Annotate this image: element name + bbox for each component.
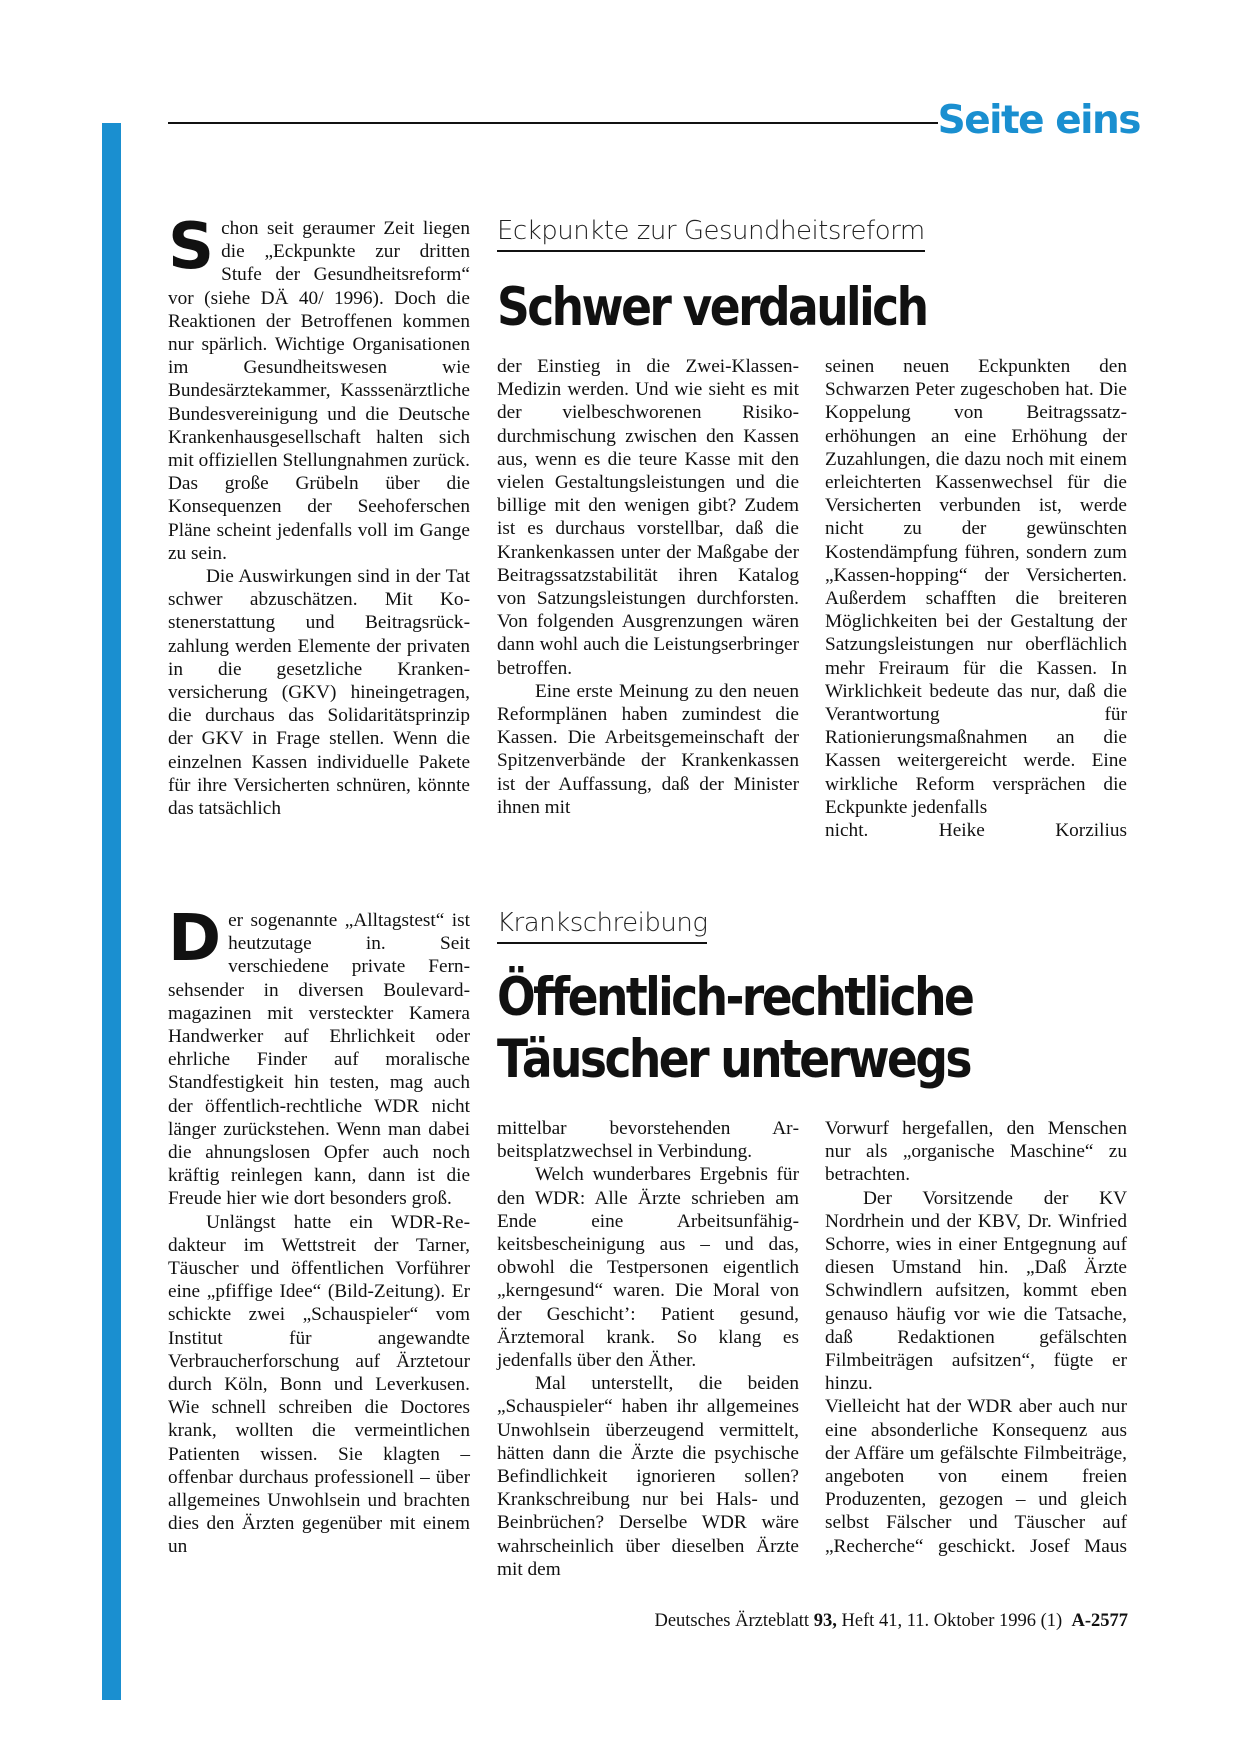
article1-column-3 bbox=[825, 355, 1127, 842]
article2-dropcap: D bbox=[168, 902, 221, 976]
article2-author: Josef Maus bbox=[1030, 1535, 1128, 1557]
article1-paragraph: der Einstieg in die Zwei-Klassen-Medizin werden. Und wie sieht es mit der vielbeschworenen Risikodurchmischung zwischen den Kassen aus, wenn es die teure Kasse mit den vielen Gestaltungsleistungen und die billige mit den wenigen gibt? Zudem ist es durchaus vorstellbar, daß die Krankenkassen unter der Maßgabe der Beitragssatzstabilität ihren Katalog von Satzungsleistungen durchforsten. Von folgenden Ausgrenzungen wären dann wohl auch die Leistungserbringer betroffen. bbox=[497, 356, 799, 679]
article1-headline: Schwer verdaulich bbox=[497, 277, 927, 338]
article2-paragraph: Mal unterstellt, die beiden „Schauspieler“ haben ihr allgemeines Unwohlsein überzeugend vermittelt, hätten dann die Ärzte die psychische Befindlichkeit ignorieren sollen? Krankschreibung nur bei Hals- und Beinbrüchen? Derselbe WDR wäre wahrscheinlich über dieselben Ärzte mit dem bbox=[497, 1373, 799, 1580]
article2-column-3 bbox=[825, 1117, 1127, 1558]
article2-kicker: Krankschreibung bbox=[497, 906, 707, 944]
header-rule bbox=[168, 122, 938, 124]
article2-paragraph: Unlängst hatte ein WDR-Redakteur im Wettstreit der Tarner, Täuscher und öffentlichen Vorführer eine „pfiffige Idee“ (Bild-Zeitung). Er schickte zwei „Schauspieler“ vom Institut für angewandte Verbraucherforschung auf Ärztetour durch Köln, Bonn und Leverkusen. Wie schnell schreiben die Doctores krank, wollten die vermeintlichen Patienten wissen. Sie klagten – offenbar durchaus professionell – über allgemeines Unwohlsein und brachten dies den Ärzten gegenüber mit einem un bbox=[168, 1211, 470, 1558]
article2-last-text: Vielleicht hat der WDR aber auch nur eine absonderliche Konsequenz aus der Affäre um gefälschte Filmbeiträge, angeboten von einem freien Produzenten, gezogen – und gleich selbst Fälscher und Täuscher auf „Recherche“ geschickt. bbox=[825, 1396, 1127, 1557]
article1-author: Heike Korzilius bbox=[938, 820, 1127, 842]
article1-dropcap: S bbox=[168, 210, 214, 284]
article2-paragraph: Vorwurf hergefallen, den Menschen nur als „organische Maschine“ zu betrachten. bbox=[825, 1118, 1127, 1186]
article2-headline-line2: Täuscher unterwegs bbox=[497, 1029, 970, 1090]
article2-paragraph: Welch wunderbares Ergebnis für den WDR: Alle Ärzte schrieben am Ende eine Arbeitsunfähigkeitsbescheinigung aus – und das, obwohl die Testpersonen eigentlich „kerngesund“ waren. Die Moral von der Geschicht’: Patient gesund, Ärztemoral krank. So klang es jedenfalls über den Äther. bbox=[497, 1164, 799, 1372]
article2-paragraph: Der Vorsitzende der KV Nordrhein und der KBV, Dr. Winfried Schorre, wies in einer Entgegnung auf diesen Umstand hin. „Daß Ärzte Schwindlern aufsitzen, kommt eben genauso häufig vor wie die Tatsache, daß Redaktionen gefälschten Filmbeiträgen aufsitzen“, fügte er hinzu. bbox=[825, 1187, 1127, 1395]
footer-page-number: A-2577 bbox=[1071, 1611, 1128, 1631]
article1-kicker: Eckpunkte zur Gesundheitsreform bbox=[497, 214, 925, 252]
article1-signature-line bbox=[825, 819, 1127, 842]
article2-column-1 bbox=[168, 902, 470, 1559]
article1-paragraph: seinen neuen Eckpunkten den Schwarzen Peter zugeschoben hat. Die Koppelung von Beitragssatzerhöhungen an eine Erhöhung der Zuzahlungen, die dazu noch mit einem erleichterten Kassenwechsel für die Versicherten verbunden ist, werde nicht zu der gewünschten Kostendämpfung führen, sondern zum „Kassen-hopping“ der Versicherten. Außerdem schafften die breiteren Möglichkeiten bei der Gestaltung der Satzungsleistungen nur oberflächlich mehr Freiraum für die Kassen. In Wirklichkeit bedeute das nur, daß die Verantwortung für Rationierungsmaßnahmen an die Kassen weitergereicht werde. Eine wirkliche Reform versprächen die Eckpunkte jedenfalls bbox=[825, 356, 1127, 818]
section-title: Seite eins bbox=[937, 98, 1140, 143]
article1-paragraph: Eine erste Meinung zu den neuen Reformplänen haben zumindest die Kassen. Die Arbeitsgemeinschaft der Spitzenverbände der Krankenkassen ist der Auffassung, daß der Minister ihnen mit bbox=[497, 680, 799, 818]
footer-volume: 93, bbox=[813, 1611, 837, 1631]
article1-column-2 bbox=[497, 355, 799, 819]
footer-journal: Deutsches Ärzteblatt bbox=[654, 1611, 810, 1631]
article1-paragraph: Die Auswirkungen sind in der Tat schwer abzuschätzen. Mit Kostenerstattung und Beitragsrückzahlung werden Elemente der privaten in die gesetzliche Krankenversicherung (GKV) hineingetragen, die durchaus das Solidaritätsprinzip der GKV in Frage stellen. Wenn die einzelnen Kassen individuelle Pakete für ihre Versicherten schnüren, könnte das tatsächlich bbox=[168, 566, 470, 820]
margin-color-bar bbox=[102, 123, 121, 1700]
article2-paragraph: er sogenannte „Alltagstest“ ist heutzutage in. Seit verschiedene private Fernsehsender in diversen Boulevardmagazinen mit versteckter Kamera Handwerker auf Ehrlichkeit oder ehrliche Finder auf moralische Standfestigkeit hin testen, mag auch der öffentlich-rechtliche WDR nicht länger zurückstehen. Wenn man dabei die ahnungslosen Opfer auch noch kräftig reinlegen kann, dann ist die Freude hier wie dort besonders groß. bbox=[168, 910, 470, 1210]
page-footer bbox=[654, 1609, 1128, 1633]
article2-column-2 bbox=[497, 1117, 799, 1581]
article2-headline-line1: Öffentlich-rechtliche bbox=[497, 967, 973, 1028]
article1-paragraph: chon seit geraumer Zeit liegen die „Eckpunkte zur dritten Stufe der Gesundheitsreform“ vor (siehe DÄ 40/ 1996). Doch die Reaktionen der Betroffenen kommen nur spärlich. Wichtige Organisationen im Gesundheitswesen wie Bundesärztekammer, Kasssenärztliche Bundesvereinigung und die Deutsche Krankenhausgesellschaft halten sich mit offiziellen Stellungnahmen zurück. Das große Grübeln über die Konsequenzen der Seehoferschen Pläne scheint jedenfalls voll im Gange zu sein. bbox=[168, 218, 470, 564]
article1-closing: nicht. bbox=[825, 820, 869, 842]
article1-column-1 bbox=[168, 210, 470, 820]
article2-signature-line bbox=[825, 1395, 1127, 1557]
article2-paragraph: mittelbar bevorstehenden Arbeitsplatzwechsel in Verbindung. bbox=[497, 1118, 799, 1163]
footer-issue: Heft 41, 11. Oktober 1996 (1) bbox=[841, 1611, 1063, 1631]
